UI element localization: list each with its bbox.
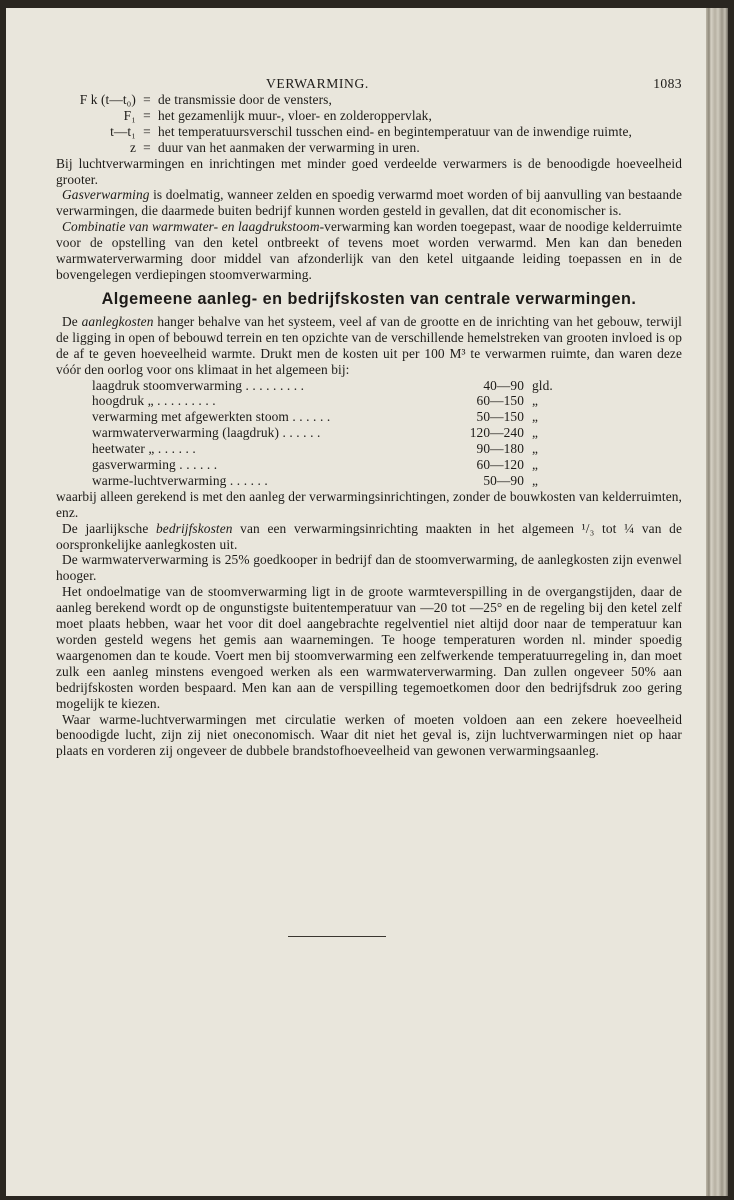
- definition-symbol: F₁: [123, 107, 136, 123]
- cost-unit: gld.: [532, 377, 553, 393]
- definition-text: duur van het aanmaken der verwarming in uren.: [158, 139, 420, 155]
- section-heading: Algemeene aanleg- en bedrijfskosten van centrale verwarmingen.: [101, 289, 637, 308]
- paragraph-warmwater: De warmwaterverwarming is 25% goedkooper in bedrijf dan de stoomverwarming, de aanlegkosten zijn evenwel hooger.: [56, 552, 682, 584]
- cost-unit: „: [532, 472, 539, 488]
- paragraph-luchtverwarming: Bij luchtverwarmingen en inrichtingen met minder goed verdeelde verwarmers is de benoodigde hoeveelheid grooter.: [56, 155, 682, 187]
- paragraph-text: is doelmatig, wanneer zelden en spoedig verwarmd moet worden of bij aanvulling van bestaande verwarmingen, die daarmede buiten bedrijf kunnen worden gesteld in gevallen, dat dit economischer is.: [56, 187, 682, 219]
- cost-row: [92, 393, 562, 409]
- running-title: VERWARMING.: [266, 76, 369, 91]
- cost-value: 60—120: [476, 457, 524, 473]
- definition-row: [56, 124, 682, 140]
- cost-row: [92, 441, 562, 457]
- cost-value: 50—90: [483, 472, 524, 488]
- paragraph-text: van een verwarmingsinrichting maakten in het algemeen ¹/₃ tot ¼ van de oorspronkelijke aanlegkosten uit.: [56, 520, 682, 552]
- paragraph-gasverwarming: [56, 187, 682, 219]
- definition-symbol: t—t₁: [110, 123, 136, 139]
- term-bedrijfskosten: bedrijfskosten: [156, 520, 233, 536]
- running-header: [56, 68, 682, 92]
- definition-symbol: z: [129, 139, 136, 155]
- paragraph-text: -verwarming kan worden toegepast, waar de noodige kelderruimte voor de opstelling van den ketel ontbreekt of tevens moet worden verwarmd. Men kan dan beneden warmwaterverwarming door middel van afzonderlijk van den ketel uitgaande leiding toepassen en in de bovengelegen verdiepingen stoomverwarming.: [56, 219, 683, 282]
- term-combinatie: Combinatie van warmwater- en laagdrukstoom: [62, 219, 320, 235]
- cost-label: heetwater „ . . . . . .: [92, 441, 196, 457]
- definition-list: [56, 92, 682, 156]
- equals-sign: =: [143, 139, 151, 155]
- definition-text: het gezamenlijk muur-, vloer- en zolderoppervlak,: [158, 107, 432, 123]
- cost-value: 120—240: [469, 425, 524, 441]
- page-edge: [706, 8, 728, 1196]
- cost-value: 50—150: [476, 409, 524, 425]
- definition-row: [56, 108, 682, 124]
- cost-label: hoogdruk „ . . . . . . . . .: [92, 393, 216, 409]
- cost-table: [92, 378, 562, 489]
- paragraph-waarbij: waarbij alleen gerekend is met den aanleg der verwarmingsinrichtingen, zonder de bouwkosten van kelderruimten, enz.: [56, 488, 682, 520]
- cost-unit: „: [532, 457, 539, 473]
- equals-sign: =: [143, 92, 151, 107]
- cost-unit: „: [532, 441, 539, 457]
- equals-sign: =: [143, 123, 151, 139]
- equals-sign: =: [143, 107, 151, 123]
- paragraph-ondoelmatige: Het ondoelmatige van de stoomverwarming ligt in de groote warmteverspilling in de overgangstijden, daar de aanleg berekend wordt op de ongunstigste buitentemperatuur van —20 tot —25° en de regeling bij den ketel zelf moet plaats hebben, waar het voor dit doel aangebrachte regelventiel niet altijd door naar de temperatuur kan worden gesteld wegens het gemis aan waarnemingen. Te hooge temperaturen worden nl. minder spoedig waargenomen dan te koude. Voert men bij stoomverwarming een zelfwerkende temperatuurregeling in, dan moet zulk een aanleg minstens evengoed werken als een warmwaterverwarming. Dan zullen ongeveer 50% aan bedrijfskosten worden bespaard. Men kan aan de verspilling tegemoetkomen door den bedrijfsdruk zoo gering mogelijk te kiezen.: [56, 584, 682, 711]
- cost-row: [92, 457, 562, 473]
- definition-text: de transmissie door de vensters,: [158, 92, 332, 107]
- cost-label: warmwaterverwarming (laagdruk) . . . . . .: [92, 425, 321, 441]
- term-aanlegkosten: aanlegkosten: [81, 313, 154, 329]
- cost-label: laagdruk stoomverwarming . . . . . . . . .: [92, 377, 305, 393]
- definition-symbol: F k (t—t₀): [79, 92, 136, 107]
- cost-label: warme-luchtverwarming . . . . . .: [92, 472, 268, 488]
- cost-unit: „: [532, 393, 539, 409]
- cost-unit: „: [532, 409, 539, 425]
- end-rule: [288, 936, 386, 937]
- cost-row: [92, 378, 562, 394]
- cost-value: 60—150: [476, 393, 524, 409]
- definition-text: het temperatuursverschil tusschen eind- en begintemperatuur van de inwendige ruimte,: [158, 123, 632, 139]
- paragraph-prefix: De jaarlijksche: [62, 520, 157, 536]
- term-gasverwarming: Gasverwarming: [62, 187, 150, 203]
- definition-row: [56, 140, 682, 156]
- paragraph-bedrijfskosten: [56, 521, 682, 553]
- cost-value: 90—180: [476, 441, 524, 457]
- paragraph-combinatie: [56, 219, 682, 283]
- cost-row: [92, 473, 562, 489]
- cost-unit: „: [532, 425, 539, 441]
- paragraph-prefix: De: [62, 313, 82, 329]
- paragraph-aanlegkosten: [56, 314, 682, 378]
- definition-row: [56, 92, 682, 108]
- cost-label: verwarming met afgewerkten stoom . . . . . .: [92, 409, 331, 425]
- cost-label: gasverwarming . . . . . .: [92, 457, 218, 473]
- paragraph-text: hanger behalve van het systeem, veel af van de grootte en de inrichting van het gebouw, terwijl de ligging in open of bebouwd terrein en ten opzichte van de verschillende hemelstreken van grooten invloed is op de af te geven hoeveelheid warmte. Drukt men de kosten uit per 100 M³ te verwarmen ruimte, dan waren deze vóór den oorlog voor ons klimaat in het algemeen bij:: [56, 313, 682, 377]
- page-number: 1083: [653, 76, 682, 91]
- cost-row: [92, 425, 562, 441]
- cost-row: [92, 409, 562, 425]
- paragraph-warme-lucht: Waar warme-luchtverwarmingen met circulatie werken of moeten voldoen aan een zekere hoeveelheid benoodigde lucht, zijn zij niet oneconomisch. Waar dit niet het geval is, zijn luchtverwarmingen niet op haar plaats en vorderen zij ongeveer de dubbele brandstofhoeveelheid van gewonen verwarmingsaanleg.: [56, 711, 682, 759]
- cost-value: 40—90: [483, 377, 524, 393]
- page-content: [56, 68, 682, 759]
